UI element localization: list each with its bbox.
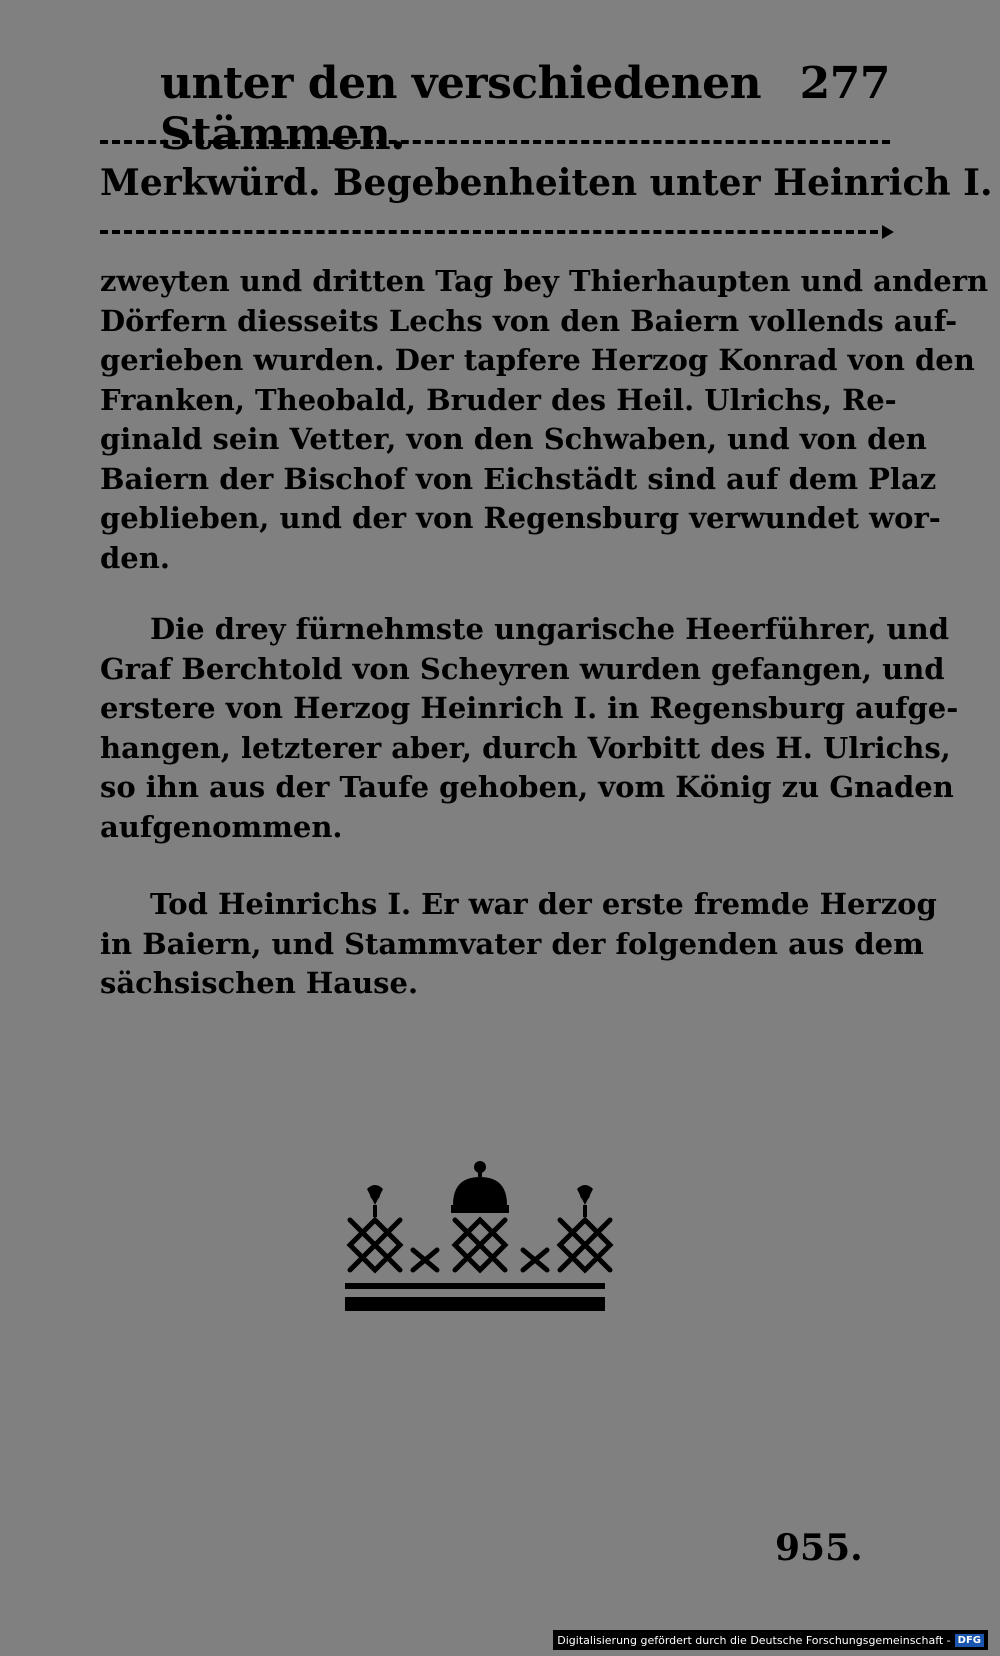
text-line: zweyten und dritten Tag bey Thierhaupten und andern (100, 264, 989, 298)
text-line: Graf Berchtold von Scheyren wurden gefangen, und (100, 651, 945, 686)
crown-ornament-icon (345, 1155, 615, 1325)
text-line: den. (100, 540, 170, 575)
header-rule-bottom (100, 230, 890, 240)
text-line: gerieben wurden. Der tapfere Herzog Konrad von den (100, 343, 975, 377)
digitization-footer (553, 1630, 988, 1650)
text-line: Die drey fürnehmste ungarische Heerführer, und (150, 612, 949, 646)
text-line: in Baiern, und Stammvater der folgenden aus dem (100, 926, 924, 961)
paragraph-1 (100, 262, 989, 578)
text-line: Baiern der Bischof von Eichstädt sind auf dem Plaz (100, 461, 937, 496)
signature-mark: 955. (775, 1527, 863, 1569)
text-line: ginald sein Vetter, von den Schwaben, und von den (100, 422, 927, 456)
running-title: unter den verschiedenen Stämmen. (160, 58, 762, 160)
page-number: 277 (799, 58, 890, 109)
running-head (160, 58, 890, 160)
section-title: Merkwürd. Begebenheiten unter Heinrich I. (100, 162, 993, 204)
dfg-logo-icon: DFG (955, 1634, 984, 1647)
text-line: hangen, letzterer aber, durch Vorbitt des H. Ulrichs, (100, 730, 951, 765)
text-line: aufgenommen. (100, 809, 343, 844)
text-line: sächsischen Hause. (100, 966, 419, 1000)
text-line: Dörfern diesseits Lechs von den Baiern vollends auf- (100, 303, 958, 338)
text-line: erstere von Herzog Heinrich I. in Regensburg aufge- (100, 691, 959, 725)
text-line: so ihn aus der Taufe gehoben, vom König zu Gnaden (100, 770, 954, 804)
text-line: Tod Heinrichs I. Er war der erste fremde Herzog (150, 887, 937, 921)
header-rule-top (100, 140, 890, 150)
text-line: geblieben, und der von Regensburg verwundet wor- (100, 501, 941, 535)
footer-credit: Digitalisierung gefördert durch die Deutsche Forschungsgemeinschaft - (557, 1633, 951, 1647)
paragraph-3 (100, 885, 937, 1004)
paragraph-2 (100, 610, 959, 847)
text-line: Franken, Theobald, Bruder des Heil. Ulrichs, Re- (100, 382, 897, 417)
